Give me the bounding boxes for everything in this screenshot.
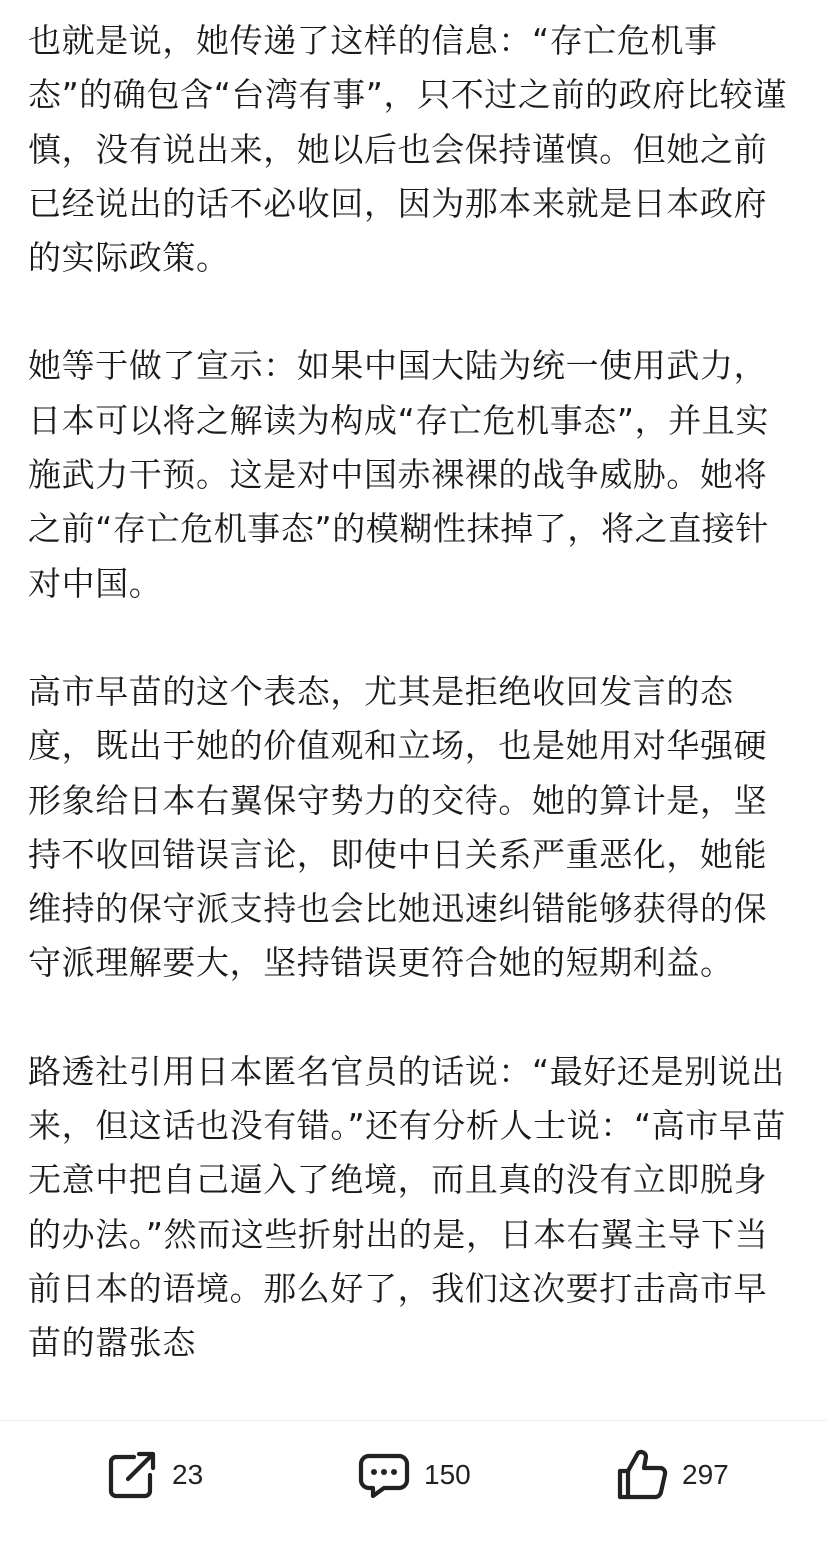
article-paragraph: 高市早苗的这个表态，尤其是拒绝收回发言的态度，既出于她的价值观和立场，也是她用对华强硬形象给日本右翼保守势力的交待。她的算计是，坚持不收回错误言论，即使中日关系严重恶化，她能维持的保守派支持也会比她迅速纠错能够获得的保守派理解要大，坚持错误更符合她的短期利益。 — [28, 671, 768, 983]
like-button[interactable] — [614, 1445, 729, 1505]
comment-icon — [356, 1447, 412, 1503]
like-count: 297 — [682, 1459, 729, 1490]
comment-count: 150 — [424, 1459, 471, 1490]
article-body — [28, 14, 800, 1414]
article-paragraph: 也就是说，她传递了这样的信息：“存亡危机事态”的确包含“台湾有事”，只不过之前的政府比较谨慎，没有说出来，她以后也会保持谨慎。但她之前已经说出的话不必收回，因为那本来就是日本政府的实际政策。 — [28, 21, 787, 278]
action-bar — [0, 1420, 827, 1559]
article-paragraph: 路透社引用日本匿名官员的话说：“最好还是别说出来，但这话也没有错。”还有分析人士说：“高市早苗无意中把自己逼入了绝境，而且真的没有立即脱身的办法。”然而这些折射出的是，日本右翼主导下当前日本的语境。那么好了，我们这次要打击高市早苗的嚣张态 — [28, 1051, 787, 1363]
thumbs-up-icon — [614, 1447, 670, 1503]
share-count: 23 — [172, 1459, 204, 1490]
share-icon — [104, 1447, 160, 1503]
comment-button[interactable] — [356, 1445, 471, 1505]
share-button[interactable] — [104, 1445, 203, 1505]
article-paragraph: 她等于做了宣示：如果中国大陆为统一使用武力，日本可以将之解读为构成“存亡危机事态”，并且实施武力干预。这是对中国赤裸裸的战争威胁。她将之前“存亡危机事态”的模糊性抹掉了，将之直接针对中国。 — [28, 346, 769, 603]
